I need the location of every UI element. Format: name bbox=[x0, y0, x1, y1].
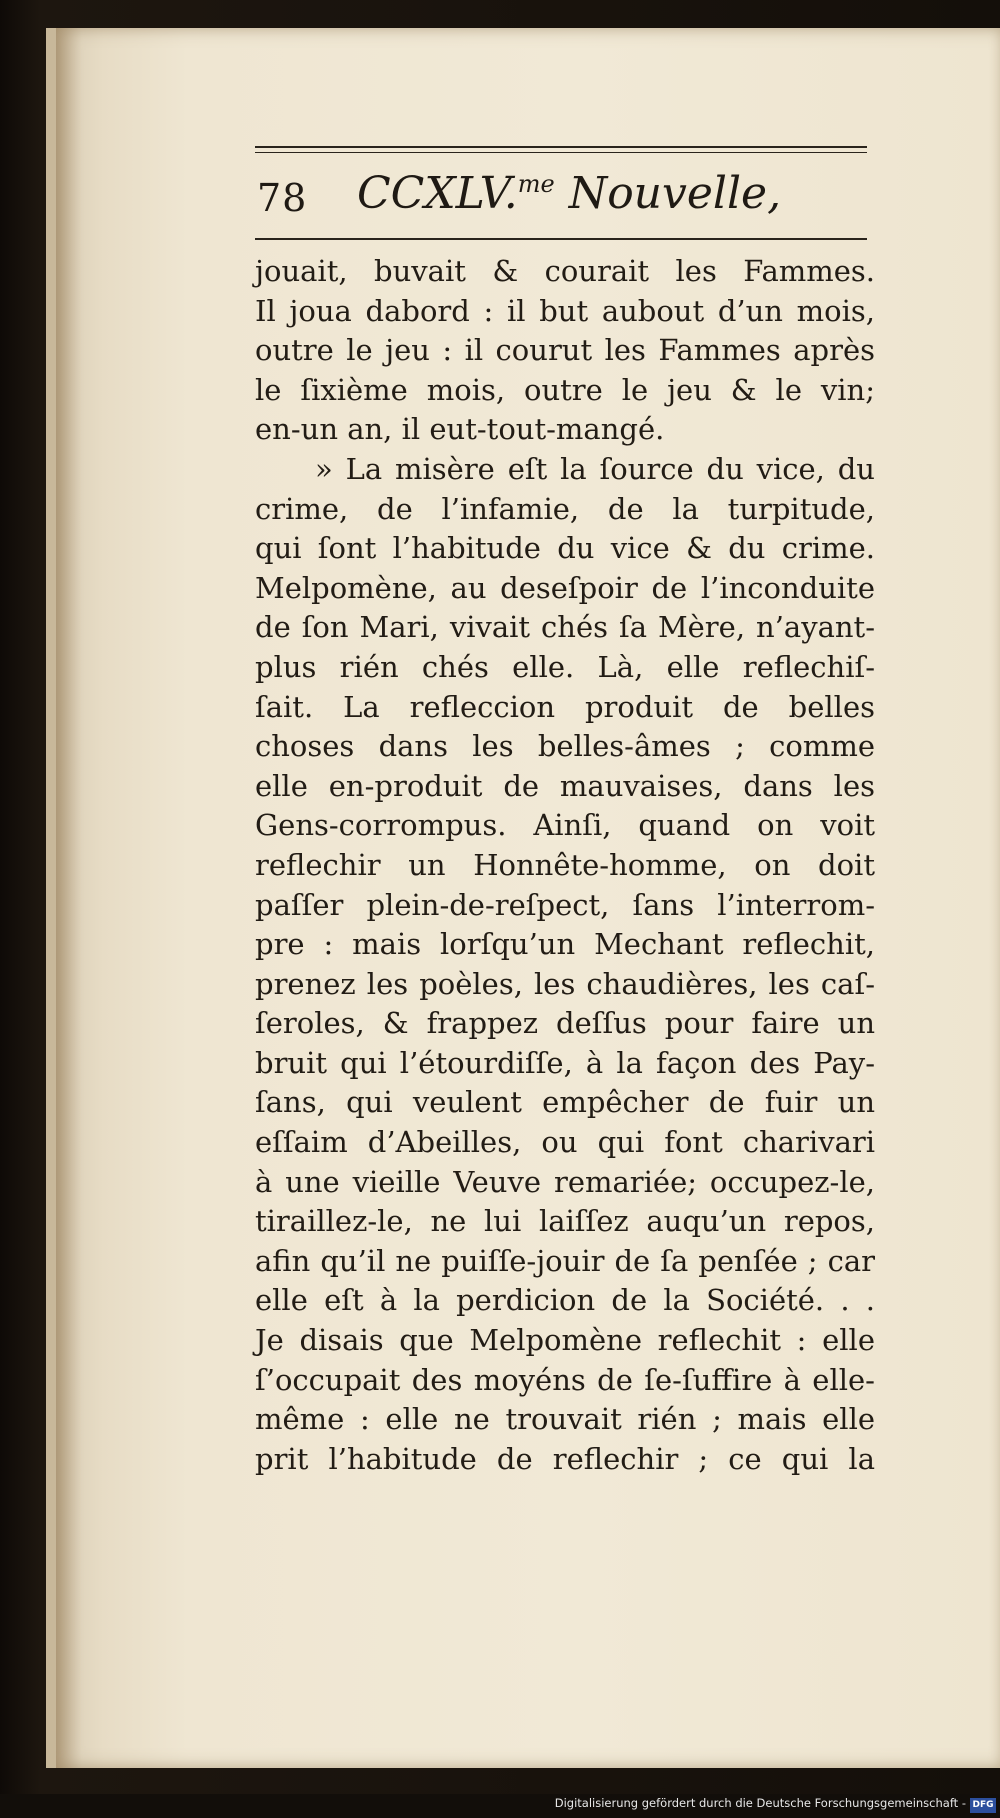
header-rule-bottom bbox=[255, 238, 867, 240]
text-line: eſſaim d’Abeilles, ou qui font charivari bbox=[255, 1125, 875, 1160]
text-line: Melpomène, au deseſpoir de l’inconduite bbox=[255, 570, 875, 605]
text-line: pre : mais lorſqu’un Mechant reflechit, bbox=[255, 927, 875, 962]
text-line: ſeroles, & frappez deſſus pour faire un bbox=[255, 1006, 875, 1041]
text-line: même : elle ne trouvait rién ; mais elle bbox=[255, 1402, 875, 1437]
text-line: qui ſont l’habitude du vice & du crime. bbox=[255, 531, 875, 566]
text-line: reflechir un Honnête-homme, on doit bbox=[255, 847, 875, 882]
running-title-main: CCXLV. bbox=[357, 168, 518, 219]
text-line: paſſer plein-de-reſpect, ſans l’interrom- bbox=[255, 887, 875, 922]
header-rule-top bbox=[255, 146, 867, 153]
running-title-superscript: me bbox=[517, 170, 555, 198]
text-line: jouait, buvait & courait les Fammes. bbox=[255, 254, 875, 288]
digitization-footer bbox=[0, 1794, 1000, 1818]
text-line: prit l’habitude de reflechir ; ce qui la bbox=[255, 1441, 875, 1476]
dfg-logo: DFG bbox=[970, 1798, 996, 1813]
text-line: en-un an, il eut-tout-mangé. bbox=[255, 412, 665, 447]
text-line: bruit qui l’étourdiſſe, à la façon des Pay- bbox=[255, 1045, 875, 1080]
text-line: à une vieille Veuve remariée; occupez-le, bbox=[255, 1164, 875, 1199]
page-number: 78 bbox=[257, 176, 308, 220]
page-gutter-shadow bbox=[56, 28, 82, 1768]
text-line: ſans, qui veulent empêcher de fuir un bbox=[255, 1085, 875, 1120]
funding-credit: Digitalisierung gefördert durch die Deutsche Forschungsgemeinschaft - bbox=[554, 1796, 966, 1810]
text-line: Gens-corrompus. Ainſi, quand on voit bbox=[255, 808, 875, 843]
page-header bbox=[255, 146, 867, 246]
running-title-rest: Nouvelle, bbox=[554, 168, 782, 219]
text-line: outre le jeu : il courut les Fammes après bbox=[255, 333, 875, 368]
text-line: de ſon Mari, vivait chés ſa Mère, n’ayant- bbox=[255, 610, 875, 645]
text-line: ſait. La refleccion produit de belles bbox=[255, 689, 875, 724]
text-line: plus rién chés elle. Là, elle reflechiſ- bbox=[255, 649, 875, 684]
text-line: elle eſt à la perdicion de la Société. . . bbox=[255, 1283, 875, 1318]
running-title bbox=[357, 168, 781, 219]
text-line: Il joua dabord : il but aubout d’un mois, bbox=[255, 293, 875, 328]
body-text bbox=[255, 252, 875, 1479]
text-line: choses dans les belles-âmes ; comme bbox=[255, 729, 875, 764]
text-line: crime, de l’infamie, de la turpitude, bbox=[255, 491, 875, 526]
text-line: tiraillez-le, ne lui laiſſez auqu’un repos, bbox=[255, 1204, 875, 1239]
text-line: elle en-produit de mauvaises, dans les bbox=[255, 768, 875, 803]
text-line: ſ’occupait des moyéns de ſe-ſuffire à elle- bbox=[255, 1362, 875, 1397]
text-line: afin qu’il ne puiſſe-jouir de ſa penſée ; car bbox=[255, 1243, 875, 1278]
text-line: Je disais que Melpomène reflechit : elle bbox=[255, 1323, 875, 1358]
text-line: prenez les poèles, les chaudières, les caſ- bbox=[255, 966, 875, 1001]
text-line: le ſixième mois, outre le jeu & le vin; bbox=[255, 372, 875, 407]
text-line: » La misère eſt la ſource du vice, du bbox=[315, 451, 875, 486]
